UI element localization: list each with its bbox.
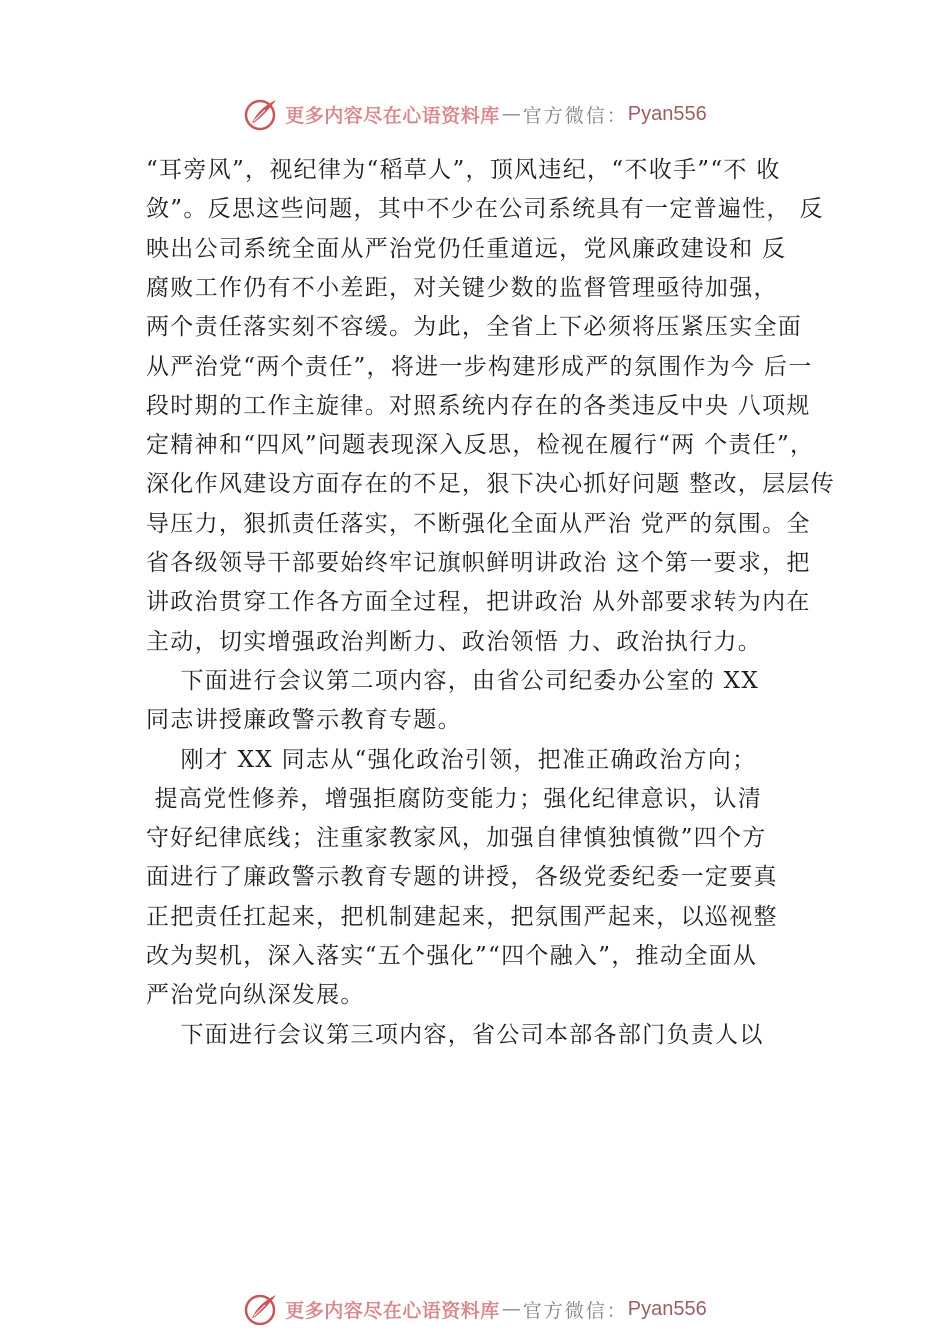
footer-brand-text: 更多内容尽在心语资料库 — [285, 1299, 500, 1322]
header-brand-text: 更多内容尽在心语资料库 — [285, 104, 500, 127]
header-banner — [0, 94, 950, 134]
body-line: 导压力，狠抓责任落实，不断强化全面从严治 党严的氛围。全 — [146, 510, 811, 537]
body-line: 两个责任落实刻不容缓。为此，全省上下必须将压紧压实全面 — [146, 314, 803, 341]
body-line: 刚才 XX 同志从“强化政治引领，把准正确政治方向； — [146, 746, 757, 773]
quill-logo-icon — [243, 96, 279, 132]
header-account-id: Pyan556 — [627, 102, 707, 125]
body-line: 定精神和“四风”问题表现深入反思，检视在履行“两 个责任”， — [146, 432, 815, 459]
body-line: 段时期的工作主旋律。对照系统内存在的各类违反中央 八项规 — [146, 392, 811, 419]
body-line: 下面进行会议第三项内容，省公司本部各部门负责人以 — [146, 1021, 764, 1048]
body-line: 改为契机，深入落实“五个强化”“四个融入”，推动全面从 — [146, 943, 758, 969]
body-line: 深化作风建设方面存在的不足，狠下决心抓好问题 整改，层层传 — [146, 471, 836, 498]
body-line: 面进行了廉政警示教育专题的讲授，各级党委纪委一定要真 — [146, 864, 778, 891]
body-line: 守好纪律底线；注重家教家风，加强自律慎独慎微”四个方 — [146, 825, 767, 852]
body-line: 映出公司系统全面从严治党仍任重道远，党风廉政建设和 反 — [146, 235, 787, 262]
body-line: 敛”。反思这些问题，其中不少在公司系统具有一定普遍性， 反 — [146, 196, 824, 223]
footer-separator: — — [501, 1298, 521, 1320]
body-line: 下面进行会议第二项内容，由省公司纪委办公室的 XX — [146, 667, 760, 694]
header-separator: — — [501, 103, 521, 125]
body-line: 主动，切实增强政治判断力、政治领悟 力、政治执行力。 — [146, 628, 763, 655]
body-line: 提高党性修养，增强拒腐防变能力；强化纪律意识，认清 — [146, 785, 763, 812]
body-line: 从严治党“两个责任”，将进一步构建形成严的氛围作为今 后一 — [146, 353, 813, 380]
footer-label: 官方微信： — [522, 1299, 628, 1322]
footer-account-id: Pyan556 — [627, 1297, 707, 1320]
body-line: 讲政治贯穿工作各方面全过程，把讲政治 从外部要求转为内在 — [146, 589, 811, 616]
body-line: 腐败工作仍有不小差距，对关键少数的监督管理亟待加强， — [146, 274, 778, 301]
body-line: 严治党向纵深发展。 — [146, 982, 365, 1009]
body-line: 省各级领导干部要始终牢记旗帜鲜明讲政治 这个第一要求，把 — [146, 550, 811, 576]
header-label: 官方微信： — [522, 104, 628, 127]
quill-logo-icon — [243, 1291, 279, 1327]
body-line: “耳旁风”，视纪律为“稻草人”，顶风违纪，“不收手”“不 收 — [146, 157, 781, 183]
body-line: 正把责任扛起来，把机制建起来，把氛围严起来，以巡视整 — [146, 903, 778, 930]
footer-banner — [0, 1289, 950, 1329]
body-line: 同志讲授廉政警示教育专题。 — [146, 707, 462, 734]
